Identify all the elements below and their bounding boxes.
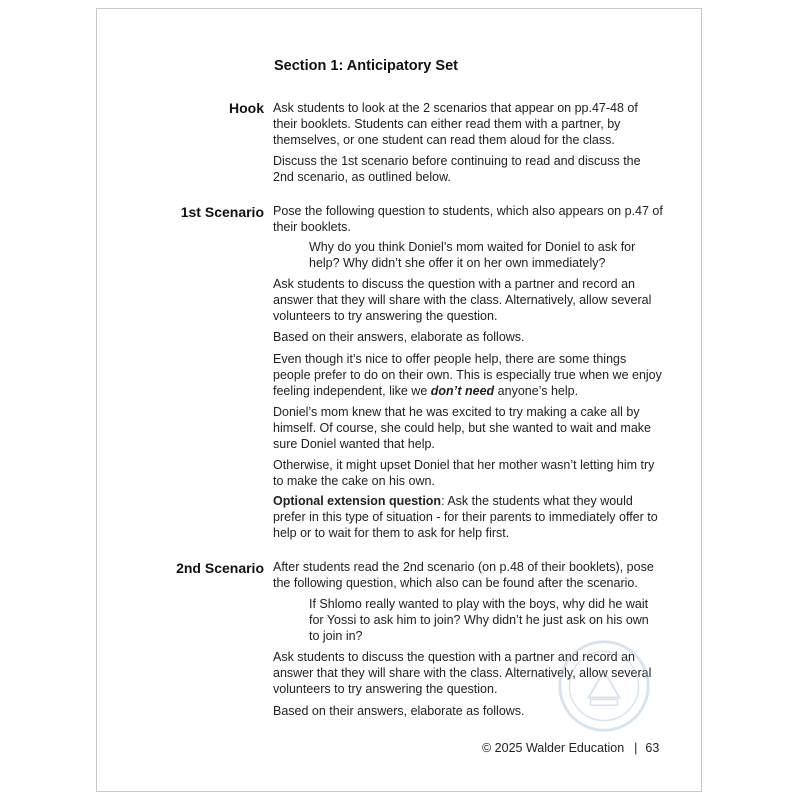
hook-label: Hook [229, 100, 264, 116]
optional-extension-label: Optional extension question [273, 494, 442, 508]
scenario1-question: Why do you think Doniel’s mom waited for Doniel to ask for help? Why didn’t she offer it on her own immediately? [309, 240, 636, 270]
optional-extension-text: : Ask the students what they would prefer in this type of situation - for their parents to immediately offer to help or to wait for them to ask for help first. [273, 494, 658, 540]
hook-paragraph-1: Ask students to look at the 2 scenarios that appear on pp.47-48 of their booklets. Students can either read them with a partner, by themselves, or one student can read them aloud for the class. [273, 101, 638, 147]
scenario2-paragraph-2: Ask students to discuss the question with a partner and record an answer that they will share with the class. Alternatively, allow several volunteers to try answering the question. [273, 650, 652, 696]
footer-copyright: © 2025 Walder Education [482, 741, 625, 755]
page-footer [482, 741, 659, 755]
scenario1-p4-text-b: anyone’s help. [494, 384, 579, 398]
footer-page-number: 63 [645, 741, 660, 755]
scenario1-optional-extension [273, 493, 663, 541]
scenario1-p4-text-a: Even though it’s nice to offer people help, there are some things people prefer to do on their own. This is especially true when we enjoy feeling independent, like we [273, 352, 662, 398]
scenario1-paragraph-2: Ask students to discuss the question with a partner and record an answer that they will share with the class. Alternatively, allow several volunteers to try answering the question. [273, 277, 652, 323]
scenario1-paragraph-5: Doniel’s mom knew that he was excited to try making a cake all by himself. Of course, she could help, but she wanted to wait and make sure Doniel wanted that help. [273, 405, 651, 451]
scenario1-paragraph-6: Otherwise, it might upset Doniel that her mother wasn’t letting him try to make the cake on his own. [273, 458, 655, 488]
scenario1-paragraph-1: Pose the following question to students, which also appears on p.47 of their booklets. [273, 204, 663, 234]
scenario1-paragraph-4 [273, 351, 663, 399]
scenario2-question: If Shlomo really wanted to play with the boys, why did he wait for Yossi to ask him to join? Why didn’t he just ask on his own to join in? [309, 597, 649, 643]
scenario2-paragraph-3: Based on their answers, elaborate as follows. [273, 704, 525, 718]
footer-separator: | [634, 741, 638, 755]
hook-paragraph-2: Discuss the 1st scenario before continuing to read and discuss the 2nd scenario, as outlined below. [273, 154, 641, 184]
scenario2-label: 2nd Scenario [176, 560, 264, 576]
section-title: Section 1: Anticipatory Set [274, 58, 458, 74]
scenario1-label: 1st Scenario [180, 204, 264, 220]
seal-watermark-icon [556, 638, 652, 734]
scenario1-p4-emphasis: don’t need [430, 384, 495, 398]
scenario1-paragraph-3: Based on their answers, elaborate as follows. [273, 330, 525, 344]
scenario2-paragraph-1: After students read the 2nd scenario (on p.48 of their booklets), pose the following question, which also can be found after the scenario. [273, 560, 654, 590]
